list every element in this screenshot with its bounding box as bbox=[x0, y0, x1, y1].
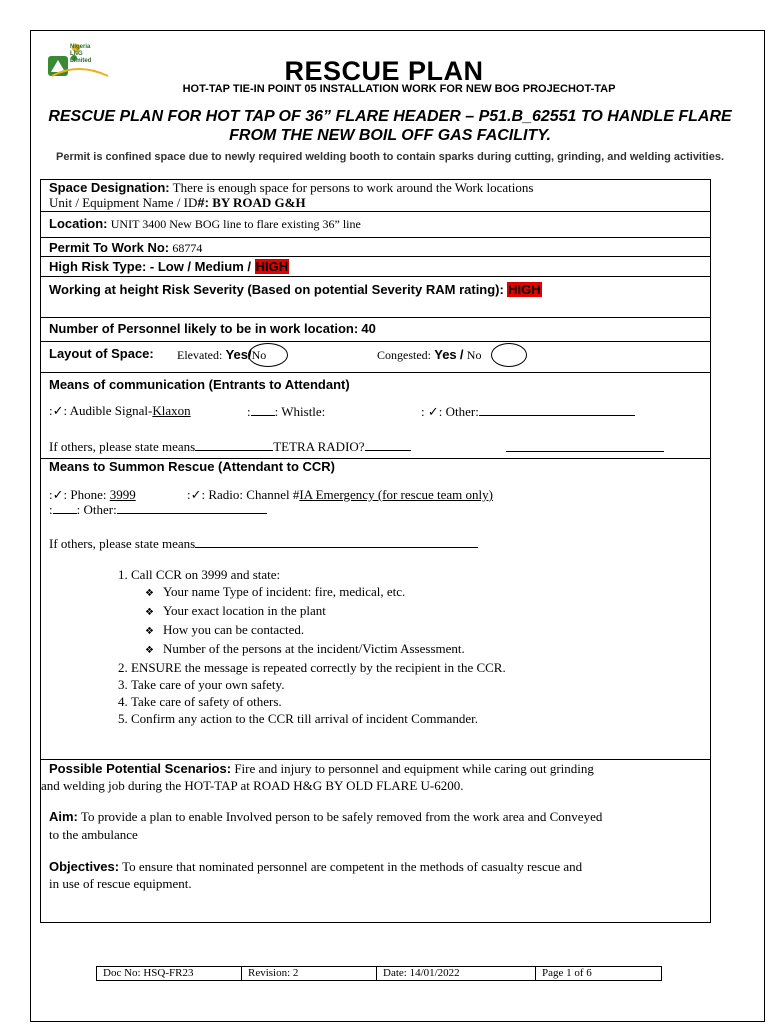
permit-value: 68774 bbox=[172, 241, 203, 255]
congested-yes: Yes bbox=[434, 347, 457, 362]
elevated-label: Elevated: bbox=[177, 348, 223, 362]
aim-text-2: to the ambulance bbox=[49, 827, 138, 842]
space-designation-row bbox=[41, 180, 710, 212]
step-item: 4. Take care of safety of others. bbox=[131, 693, 701, 710]
scenarios-label: Possible Potential Scenarios: bbox=[49, 761, 232, 776]
radio-option: :✓: Radio: Channel # bbox=[187, 487, 300, 502]
footer-date: Date: 14/01/2022 bbox=[377, 967, 536, 980]
other-comm-option: : ✓: Other: bbox=[421, 404, 479, 419]
scenarios-text-2: and welding job during the HOT-TAP at ROAD H&G BY OLD FLARE U-6200. bbox=[41, 778, 464, 793]
logo-line-2: LNG bbox=[70, 51, 83, 57]
rescue-plan-form bbox=[40, 179, 711, 923]
whistle-blank[interactable] bbox=[251, 403, 275, 416]
objectives-label: Objectives: bbox=[49, 859, 120, 874]
congested-no: No bbox=[466, 348, 482, 362]
plan-heading: RESCUE PLAN FOR HOT TAP OF 36” FLARE HEADER – P51.B_62551 TO HANDLE FLARE FROM THE NEW BOIL OFF GAS FACILITY. bbox=[48, 108, 732, 144]
other-summon-blank[interactable] bbox=[117, 501, 267, 514]
sub-step-item: ❖ Your exact location in the plant bbox=[145, 602, 701, 621]
layout-label: Layout of Space: bbox=[49, 346, 154, 361]
comm-extra-line bbox=[506, 451, 664, 452]
sub-step-item: ❖ Number of the persons at the incident/Victim Assessment. bbox=[145, 640, 701, 659]
logo-line-3: Limited bbox=[70, 58, 92, 64]
step-item: 5. Confirm any action to the CCR till arrival of incident Commander. bbox=[131, 710, 701, 727]
other-summon-blank-short[interactable] bbox=[53, 501, 77, 514]
congested-slash: / bbox=[459, 347, 464, 362]
height-risk-row bbox=[41, 277, 710, 318]
phone-value: 3999 bbox=[109, 487, 136, 502]
comm-others-blank[interactable] bbox=[195, 438, 273, 451]
risk-label: High Risk Type: - Low / Medium / bbox=[49, 259, 255, 274]
location-label: Location: bbox=[49, 216, 108, 231]
step-item: 3. Take care of your own safety. bbox=[131, 676, 701, 693]
objectives-text-2: in use of rescue equipment. bbox=[49, 876, 192, 891]
document-footer bbox=[96, 966, 662, 981]
personnel-row bbox=[41, 318, 710, 342]
communication-row bbox=[41, 373, 710, 459]
audible-signal-option: :✓: Audible Signal- bbox=[49, 403, 153, 418]
other-comm-blank[interactable] bbox=[479, 403, 635, 416]
aim-label: Aim: bbox=[49, 809, 78, 824]
sub-step-item: ❖ How you can be contacted. bbox=[145, 621, 701, 640]
risk-value: HIGH bbox=[255, 259, 289, 274]
comm-others-value: TETRA RADIO? bbox=[273, 439, 365, 454]
footer-doc-no: Doc No: HSQ-FR23 bbox=[97, 967, 242, 980]
rescue-steps bbox=[41, 566, 701, 727]
unit-label-hash: #: bbox=[197, 195, 209, 210]
summon-row bbox=[41, 459, 710, 760]
summon-others-blank[interactable] bbox=[195, 535, 478, 548]
comm-others-label: If others, please state means bbox=[49, 439, 196, 454]
radio-value: IA Emergency (for rescue team only) bbox=[299, 487, 493, 502]
whistle-option: : Whistle: bbox=[274, 404, 326, 419]
personnel-label: Number of Personnel likely to be in work location: bbox=[49, 321, 359, 336]
page-subtitle: HOT-TAP TIE-IN POINT 05 INSTALLATION WORK FOR NEW BOG PROJECHOT-TAP bbox=[182, 83, 616, 95]
elevated-yes: Yes/ bbox=[225, 347, 252, 362]
location-row bbox=[41, 212, 710, 238]
step-item: 1. Call CCR on 3999 and state: ❖ Your name Type of incident: fire, medical, etc. ❖ Your exact location in the plant ❖ How you can be contacted. ❖ Number of the persons at the incident/Victim Assessment. bbox=[131, 566, 701, 659]
step-item: 2. ENSURE the message is repeated correctly by the recipient in the CCR. bbox=[131, 659, 701, 676]
permit-note: Permit is confined space due to newly required welding booth to contain sparks during cutting, grinding, and welding activities. bbox=[55, 151, 725, 163]
sub-step-item: ❖ Your name Type of incident: fire, medical, etc. bbox=[145, 583, 701, 602]
phone-option: :✓: Phone: bbox=[49, 487, 107, 502]
scenarios-text-1: Fire and injury to personnel and equipment while caring out grinding bbox=[234, 761, 594, 776]
aim-text-1: To provide a plan to enable Involved person to be safely removed from the work area and Conveyed bbox=[80, 809, 603, 824]
other-summon-prefix: : bbox=[49, 502, 53, 517]
personnel-value: 40 bbox=[361, 321, 376, 336]
summon-heading: Means to Summon Rescue (Attendant to CCR) bbox=[49, 459, 336, 474]
summon-others-label: If others, please state means bbox=[49, 536, 196, 551]
logo-line-1: Nigeria bbox=[70, 44, 91, 50]
height-risk-label: Working at height Risk Severity (Based on potential Severity RAM rating): bbox=[49, 282, 504, 297]
footer-page: Page 1 of 6 bbox=[542, 967, 592, 979]
space-designation-label: Space Designation: bbox=[49, 180, 170, 195]
footer-revision: Revision: 2 bbox=[242, 967, 377, 980]
elevated-no: No bbox=[251, 348, 267, 362]
height-risk-value: HIGH bbox=[508, 282, 541, 297]
layout-row bbox=[41, 342, 710, 373]
unit-value: BY ROAD G&H bbox=[212, 195, 306, 210]
permit-row bbox=[41, 238, 710, 257]
audible-signal-value: Klaxon bbox=[152, 403, 191, 418]
objectives-text-1: To ensure that nominated personnel are competent in the methods of casualty rescue and bbox=[122, 859, 583, 874]
elevated-yes-circle bbox=[248, 343, 288, 367]
communication-heading: Means of communication (Entrants to Attendant) bbox=[49, 377, 350, 392]
congested-label: Congested: bbox=[377, 348, 431, 362]
whistle-prefix: : bbox=[247, 404, 251, 419]
scenario-section bbox=[41, 760, 710, 922]
comm-others-tail-blank[interactable] bbox=[365, 438, 411, 451]
page-title: RESCUE PLAN bbox=[284, 56, 484, 86]
space-designation-value: There is enough space for persons to work around the Work locations bbox=[172, 180, 534, 195]
permit-label: Permit To Work No: bbox=[49, 240, 170, 255]
unit-label: Unit / Equipment Name / ID bbox=[49, 195, 198, 210]
congested-no-circle bbox=[491, 343, 527, 367]
risk-row bbox=[41, 257, 710, 277]
other-summon-option: : Other: bbox=[76, 502, 117, 517]
location-value: UNIT 3400 New BOG line to flare existing 36” line bbox=[110, 217, 361, 231]
